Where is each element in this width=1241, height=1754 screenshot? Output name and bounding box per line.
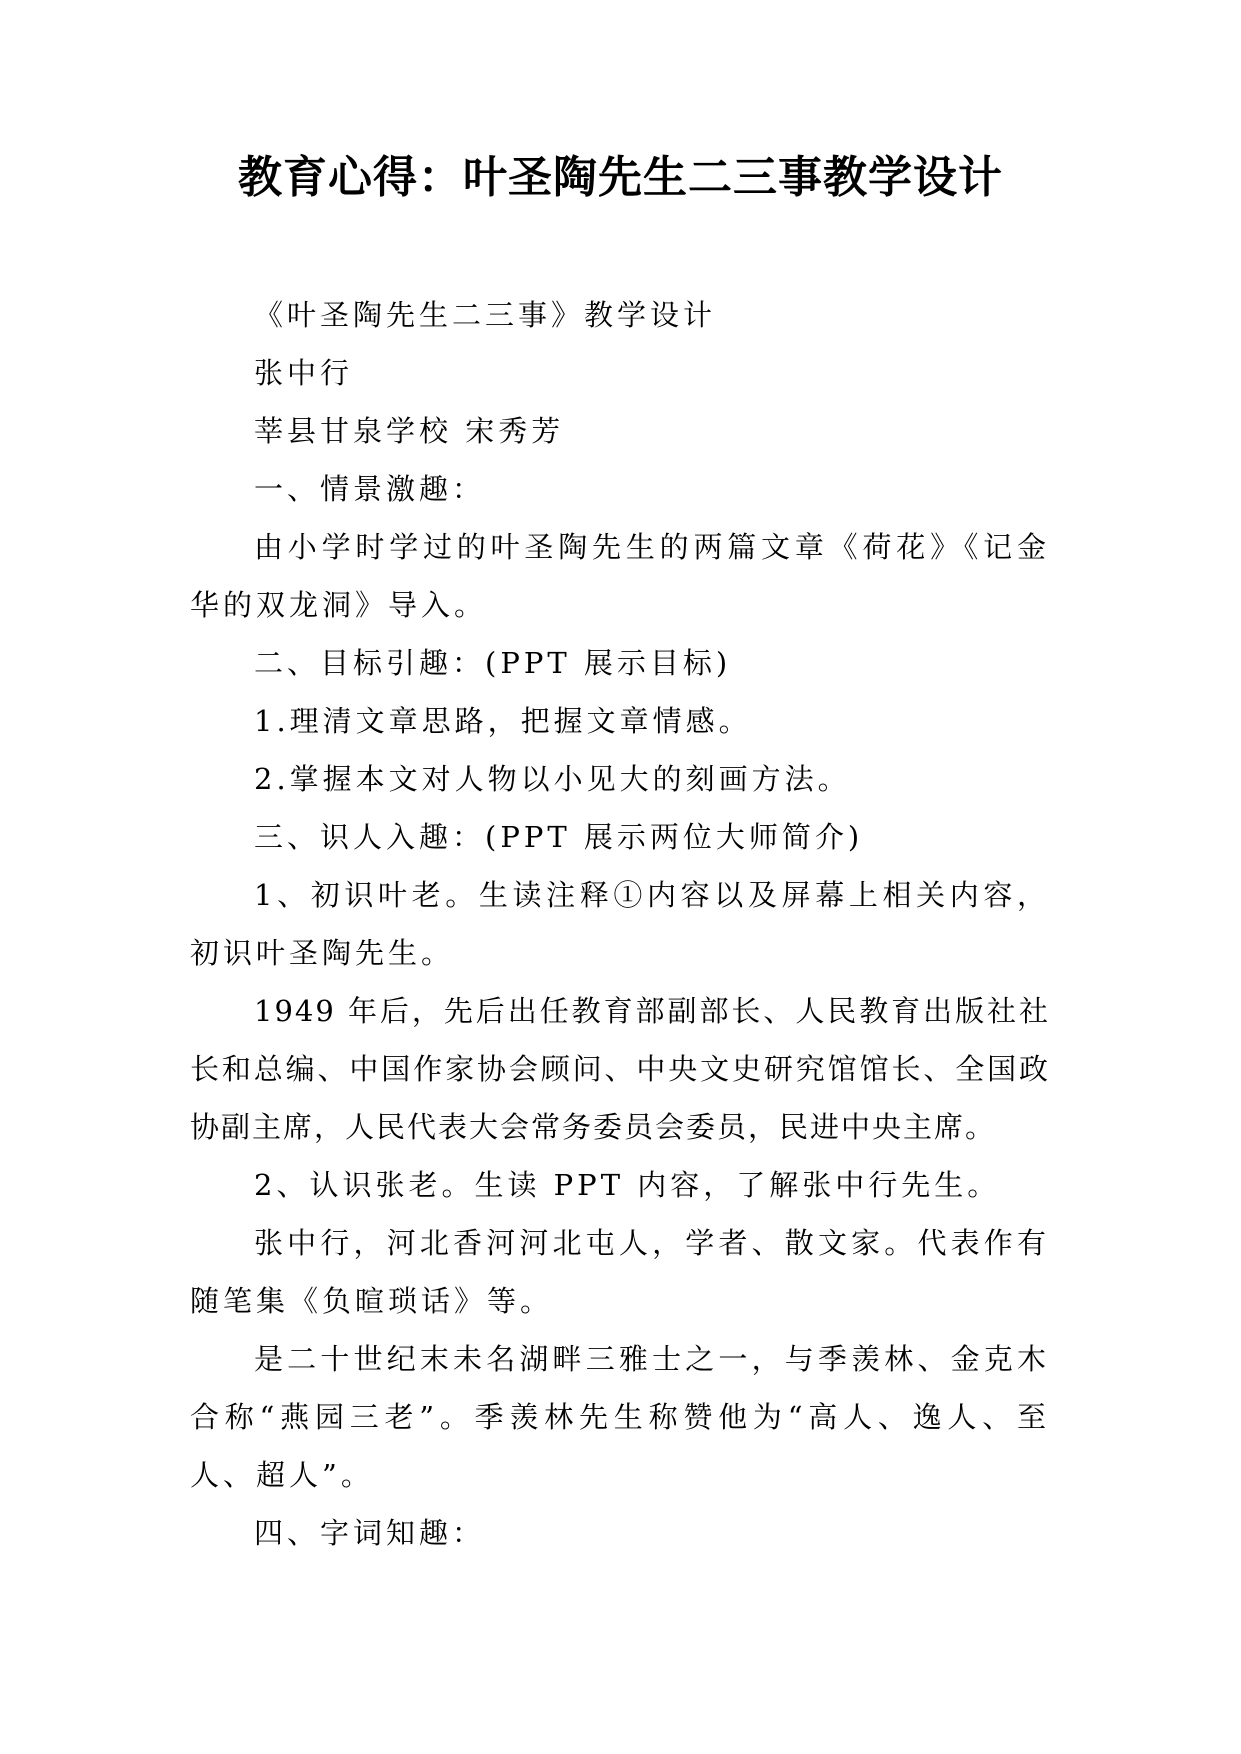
paragraph: 张中行，河北香河河北屯人，学者、散文家。代表作有随笔集《负暄琐话》等。 [190,1226,1050,1318]
document-body [190,286,1050,1562]
paragraph: 1949 年后，先后出任教育部副部长、人民教育出版社社长和总编、中国作家协会顾问、中央文史研究馆馆长、全国政协副主席，人民代表大会常务委员会委员，民进中央主席。 [190,994,1050,1144]
paragraph-lesson-title: 《叶圣陶先生二三事》教学设计 [254,298,717,332]
list-item: 2.掌握本文对人物以小见大的刻画方法。 [254,762,851,796]
paragraph-author: 张中行 [254,356,354,390]
section-heading-1: 一、情景激趣： [254,472,486,506]
section-heading-3: 三、识人入趣：(PPT 展示两位大师简介) [254,820,864,854]
paragraph: 由小学时学过的叶圣陶先生的两篇文章《荷花》《记金华的双龙洞》导入。 [190,530,1050,622]
document-title: 教育心得：叶圣陶先生二三事教学设计 [238,152,1003,203]
paragraph: 2、认识张老。生读 PPT 内容，了解张中行先生。 [254,1168,1001,1202]
list-item: 1.理清文章思路，把握文章情感。 [254,704,752,738]
paragraph: 1、初识叶老。生读注释①内容以及屏幕上相关内容，初识叶圣陶先生。 [190,878,1050,970]
paragraph: 是二十世纪末未名湖畔三雅士之一，与季羡林、金克木合称“燕园三老”。季羡林先生称赞他为“高人、逸人、至人、超人”。 [190,1342,1050,1492]
section-heading-4: 四、字词知趣： [254,1516,486,1550]
paragraph-school-teacher: 莘县甘泉学校 宋秀芳 [254,414,565,448]
section-heading-2: 二、目标引趣：(PPT 展示目标) [254,646,732,680]
